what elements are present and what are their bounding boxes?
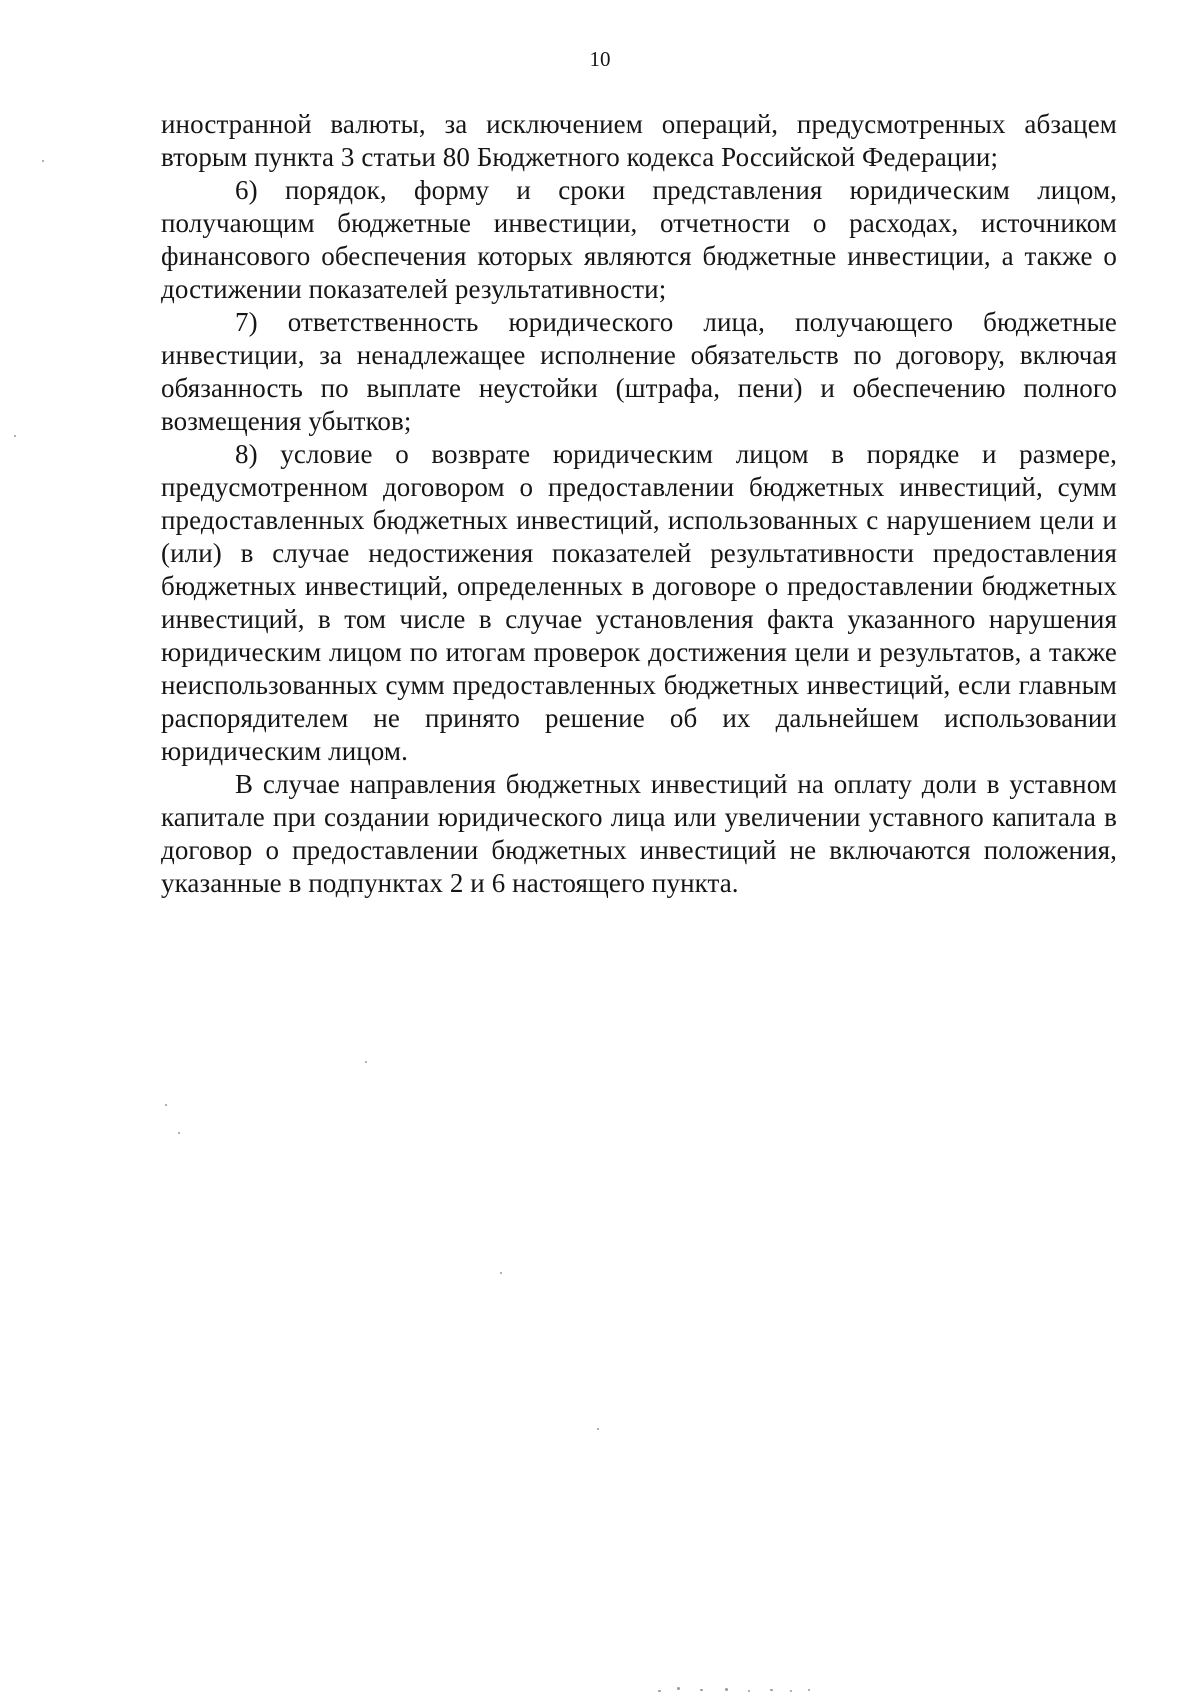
scan-speck <box>725 1688 728 1691</box>
paragraph-item-6: 6) порядок, форму и сроки представления юридическим лицом, получающим бюджетные инвестиции, отчетности о расходах, источником финансового обеспечения которых являются бюджетные инвестиции, а также о достижении показателей результативности; <box>161 175 1117 304</box>
scan-speck <box>14 435 16 437</box>
scan-speck <box>597 1428 599 1430</box>
scan-speck <box>677 1687 680 1690</box>
paragraph-closing: В случае направления бюджетных инвестиций на оплату доли в уставном капитале при создании юридического лица или увеличении уставного капитала в договор о предоставлении бюджетных инвестиций не включаются положения, указанные в подпунктах 2 и 6 настоящего пункта. <box>161 769 1117 898</box>
scan-speck <box>178 1132 180 1134</box>
paragraph-continuation: иностранной валюты, за исключением операций, предусмотренных абзацем вторым пункта 3 статьи 80 Бюджетного кодекса Российской Федерации; <box>161 109 1117 172</box>
scan-speck <box>658 1690 661 1692</box>
scan-speck <box>808 1689 810 1691</box>
scan-speck <box>500 1272 502 1274</box>
page-number: 10 <box>589 47 611 71</box>
paragraph-item-8: 8) условие о возврате юридическим лицом в порядке и размере, предусмотренном договором о предоставлении бюджетных инвестиций, сумм предоставленных бюджетных инвестиций, использованных с нарушением цели и (или) в случае недостижения показателей результативности предоставления бюджетных инвестиций, определенных в договоре о предоставлении бюджетных инвестиций, в том числе в случае установления факта указанного нарушения юридическим лицом по итогам проверок достижения цели и результатов, а также неиспользованных сумм предоставленных бюджетных инвестиций, если главным распорядителем не принято решение об их дальнейшем использовании юридическим лицом. <box>161 439 1117 766</box>
scan-speck <box>42 160 44 162</box>
paragraph-item-7: 7) ответственность юридического лица, получающего бюджетные инвестиции, за ненадлежащее исполнение обязательств по договору, включая обязанность по выплате неустойки (штрафа, пени) и обеспечению полного возмещения убытков; <box>161 307 1117 436</box>
scan-speck <box>790 1690 792 1692</box>
scan-speck <box>770 1689 773 1691</box>
document-body <box>161 108 1117 900</box>
scan-speck <box>748 1690 750 1692</box>
scan-speck <box>365 1061 367 1063</box>
scan-speck <box>700 1689 703 1691</box>
scan-speck <box>165 1104 167 1106</box>
